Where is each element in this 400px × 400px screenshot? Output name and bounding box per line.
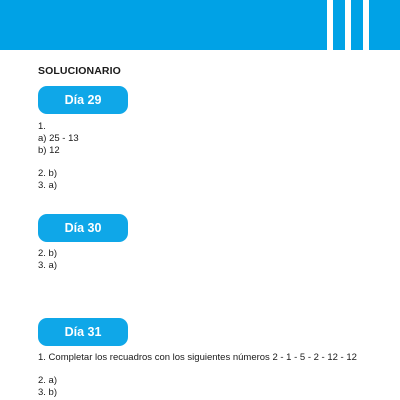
day-29-badge: Día 29 — [38, 86, 128, 114]
answer-line: 2. a) — [38, 375, 58, 386]
answer-line: 2. b) — [38, 248, 58, 259]
header-stripe — [345, 0, 351, 50]
day-31-answers — [38, 352, 357, 399]
answer-line: b) 12 — [38, 145, 60, 156]
answer-line: 1. Completar los recuadros con los siguientes números 2 - 1 - 5 - 2 - 12 - 12 — [38, 352, 357, 363]
page-title: SOLUCIONARIO — [38, 65, 121, 77]
answer-line: 2. b) — [38, 168, 58, 179]
answer-spacer — [38, 157, 79, 168]
day-31-badge: Día 31 — [38, 318, 128, 346]
answer-line: a) 25 - 13 — [38, 133, 79, 144]
day-29-answers — [38, 121, 79, 192]
header-banner — [0, 0, 400, 50]
day-30-badge: Día 30 — [38, 214, 128, 242]
answer-line: 3. b) — [38, 387, 58, 398]
header-stripe — [327, 0, 333, 50]
answer-line: 1. — [38, 121, 46, 132]
day-30-answers — [38, 248, 57, 272]
header-stripe — [363, 0, 369, 50]
answer-spacer — [38, 364, 357, 375]
answer-line: 3. a) — [38, 260, 58, 271]
answer-line: 3. a) — [38, 180, 58, 191]
